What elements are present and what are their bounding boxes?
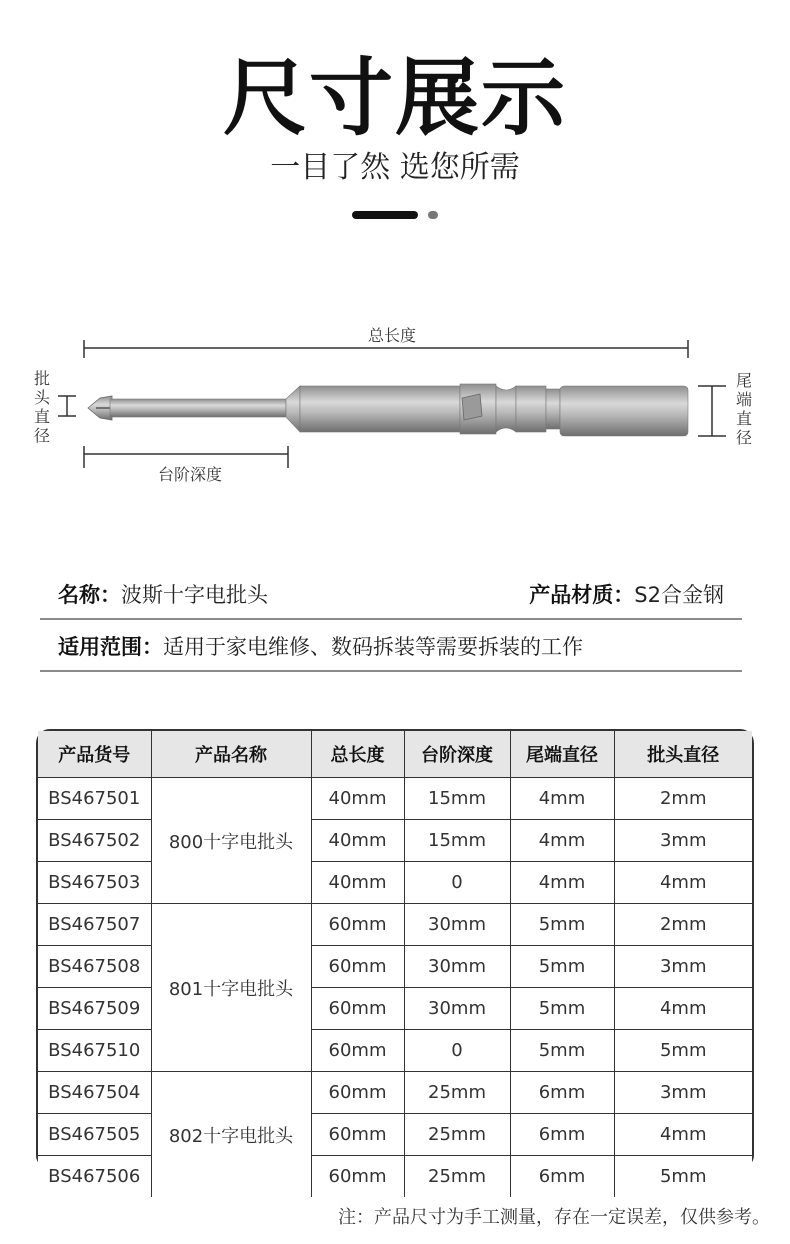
- measurement-note: 注：产品尺寸为手工测量，存在一定误差，仅供参考。: [338, 1207, 770, 1228]
- scope-value: 适用于家电维修、数码拆装等需要拆装的工作: [163, 635, 583, 659]
- cell-tip-diameter: 4mm: [614, 1114, 752, 1156]
- cell-product-name-group: 802十字电批头: [151, 1072, 311, 1198]
- tip-diameter-char-3: 直: [33, 407, 51, 426]
- tail-diameter-char-2: 端: [735, 390, 753, 409]
- table-row: [38, 1030, 752, 1072]
- spec-table-container: [36, 729, 754, 1187]
- cell-sku: BS467505: [38, 1114, 151, 1156]
- cell-total-length: 60mm: [311, 946, 404, 988]
- tail-diameter-char-1: 尾: [735, 371, 753, 390]
- page-subtitle: 一目了然 选您所需: [270, 150, 520, 185]
- header-sku: 产品货号: [38, 731, 151, 778]
- cell-step-depth: 25mm: [404, 1114, 510, 1156]
- cell-tail-diameter: 5mm: [510, 946, 614, 988]
- table-row: [38, 1072, 752, 1114]
- tip-diameter-char-4: 径: [33, 426, 51, 445]
- table-row: [38, 946, 752, 988]
- cell-total-length: 40mm: [311, 778, 404, 820]
- cell-step-depth: 25mm: [404, 1072, 510, 1114]
- spec-table: [38, 731, 752, 1197]
- cell-step-depth: 30mm: [404, 946, 510, 988]
- name-key: 名称：: [58, 583, 121, 607]
- cell-tip-diameter: 2mm: [614, 904, 752, 946]
- cell-step-depth: 0: [404, 1030, 510, 1072]
- cell-sku: BS467504: [38, 1072, 151, 1114]
- cell-tail-diameter: 6mm: [510, 1156, 614, 1198]
- tail-diameter-char-4: 径: [735, 428, 753, 447]
- cell-tip-diameter: 3mm: [614, 1072, 752, 1114]
- cell-tip-diameter: 4mm: [614, 862, 752, 904]
- cell-tail-diameter: 5mm: [510, 988, 614, 1030]
- cell-step-depth: 30mm: [404, 904, 510, 946]
- cell-tip-diameter: 3mm: [614, 820, 752, 862]
- cell-step-depth: 15mm: [404, 820, 510, 862]
- cell-step-depth: 15mm: [404, 778, 510, 820]
- table-row: [38, 1156, 752, 1198]
- cell-sku: BS467506: [38, 1156, 151, 1198]
- table-row: [38, 904, 752, 946]
- cell-tail-diameter: 5mm: [510, 1030, 614, 1072]
- cell-step-depth: 25mm: [404, 1156, 510, 1198]
- cell-total-length: 40mm: [311, 820, 404, 862]
- table-row: [38, 778, 752, 820]
- header-tip-diameter: 批头直径: [614, 731, 752, 778]
- cell-sku: BS467509: [38, 988, 151, 1030]
- cell-tip-diameter: 5mm: [614, 1030, 752, 1072]
- table-header-row: [38, 731, 752, 778]
- cell-tail-diameter: 6mm: [510, 1072, 614, 1114]
- tip-diameter-char-2: 头: [33, 388, 51, 407]
- cell-step-depth: 0: [404, 862, 510, 904]
- cell-tip-diameter: 4mm: [614, 988, 752, 1030]
- scope-key: 适用范围：: [58, 635, 163, 659]
- header-step-depth: 台阶深度: [404, 731, 510, 778]
- bit-dimension-diagram: [0, 310, 790, 500]
- cell-tip-diameter: 3mm: [614, 946, 752, 988]
- decorative-bar: [352, 211, 418, 219]
- table-row: [38, 1114, 752, 1156]
- decorative-dot: [428, 211, 438, 219]
- cell-sku: BS467510: [38, 1030, 151, 1072]
- name-value: 波斯十字电批头: [121, 583, 268, 607]
- tip-diameter-char-1: 批: [33, 369, 51, 388]
- cell-step-depth: 30mm: [404, 988, 510, 1030]
- cell-total-length: 60mm: [311, 1114, 404, 1156]
- info-row-scope: [40, 632, 742, 672]
- header-total-length: 总长度: [311, 731, 404, 778]
- cell-total-length: 60mm: [311, 904, 404, 946]
- material-value: S2合金钢: [634, 583, 724, 607]
- table-row: [38, 988, 752, 1030]
- cell-tip-diameter: 2mm: [614, 778, 752, 820]
- cell-total-length: 60mm: [311, 1030, 404, 1072]
- cell-total-length: 60mm: [311, 988, 404, 1030]
- page-title: 尺寸展示: [222, 49, 567, 147]
- info-row-name-material: [40, 580, 742, 620]
- cell-sku: BS467502: [38, 820, 151, 862]
- cell-tail-diameter: 5mm: [510, 904, 614, 946]
- cell-total-length: 60mm: [311, 1156, 404, 1198]
- cell-product-name-group: 800十字电批头: [151, 778, 311, 904]
- cell-tip-diameter: 5mm: [614, 1156, 752, 1198]
- screwdriver-bit-illustration: [88, 384, 688, 436]
- table-row: [38, 862, 752, 904]
- cell-sku: BS467501: [38, 778, 151, 820]
- cell-sku: BS467507: [38, 904, 151, 946]
- cell-tail-diameter: 4mm: [510, 862, 614, 904]
- cell-product-name-group: 801十字电批头: [151, 904, 311, 1072]
- tail-diameter-char-3: 直: [735, 409, 753, 428]
- cell-tail-diameter: 6mm: [510, 1114, 614, 1156]
- material-key: 产品材质：: [529, 583, 635, 607]
- cell-tail-diameter: 4mm: [510, 820, 614, 862]
- header-tail-diameter: 尾端直径: [510, 731, 614, 778]
- header-product-name: 产品名称: [151, 731, 311, 778]
- cell-total-length: 60mm: [311, 1072, 404, 1114]
- cell-tail-diameter: 4mm: [510, 778, 614, 820]
- cell-total-length: 40mm: [311, 862, 404, 904]
- cell-sku: BS467503: [38, 862, 151, 904]
- cell-sku: BS467508: [38, 946, 151, 988]
- table-row: [38, 820, 752, 862]
- step-depth-label: 台阶深度: [157, 465, 223, 484]
- total-length-label: 总长度: [367, 326, 417, 345]
